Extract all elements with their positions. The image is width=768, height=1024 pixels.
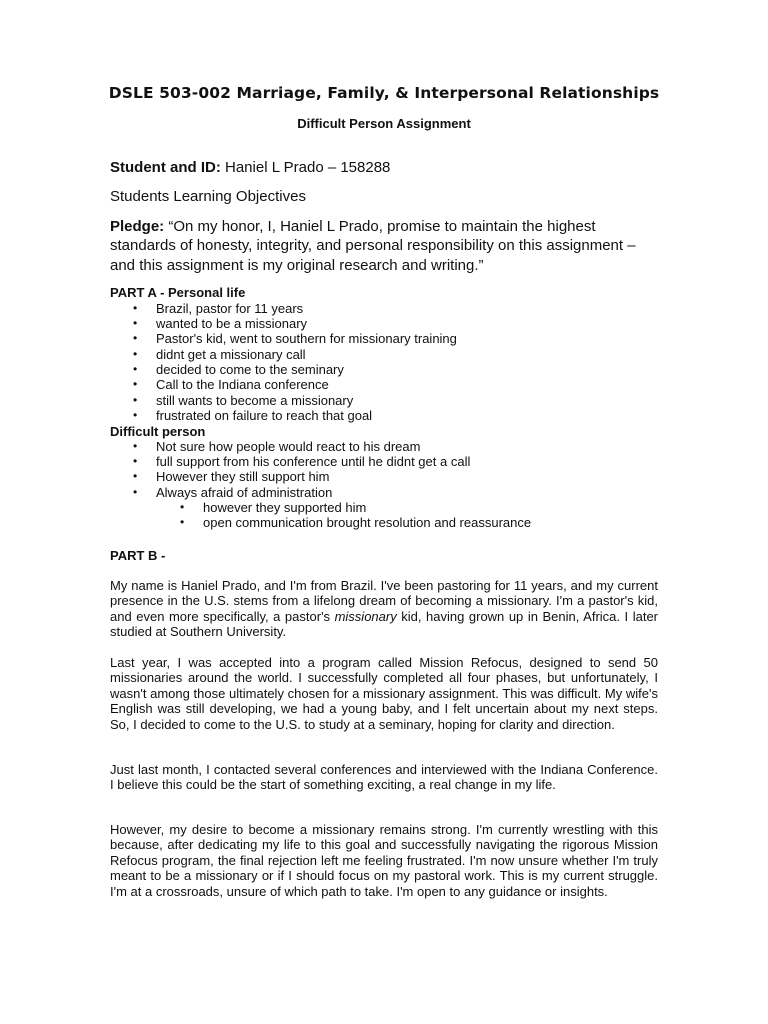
pledge-label: Pledge:	[110, 218, 165, 235]
student-line	[110, 158, 390, 177]
part-a-list	[110, 301, 457, 424]
part-b-paragraph-3: Just last month, I contacted several conferences and interviewed with the Indiana Conference. I believe this could be the start of something exciting, a real change in my life.	[110, 762, 658, 793]
list-item: • decided to come to the seminary	[110, 362, 457, 377]
part-b-paragraph-4: However, my desire to become a missionary remains strong. I'm currently wrestling with this because, after dedicating my life to this goal and successfully navigating the rigorous Mission Refocus program, the final rejection left me feeling frustrated. I'm now unsure whether I'm truly meant to be a missionary or if I should focus on my pastoral work. This is my current struggle. I'm at a crossroads, unsure of which path to take. I'm open to any guidance or insights.	[110, 822, 658, 899]
list-item: • Call to the Indiana conference	[110, 377, 457, 392]
student-label: Student and ID:	[110, 159, 221, 176]
list-item: • full support from his conference until he didnt get a call	[110, 454, 470, 469]
list-item: • However they still support him	[110, 469, 470, 484]
difficult-person-list	[110, 439, 470, 501]
part-b-paragraph-1	[110, 578, 658, 640]
list-item: • Pastor's kid, went to southern for missionary training	[110, 331, 457, 346]
document-title: DSLE 503-002 Marriage, Family, & Interpersonal Relationships	[108, 84, 660, 102]
list-item: • didnt get a missionary call	[110, 347, 457, 362]
student-value: Haniel L Prado – 158288	[220, 159, 391, 176]
list-item: • frustrated on failure to reach that goal	[110, 408, 457, 423]
pledge-text: “On my honor, I, Haniel L Prado, promise to maintain the highest standards of honesty, integrity, and personal responsibility on this assignment – and this assignment is my original research and writing.”	[110, 218, 636, 274]
difficult-person-sublist	[110, 500, 531, 531]
paragraph-text: My name is Haniel Prado, and I'm from Brazil. I've been pastoring for 11 years, and my current presence in the U.S. stems from a lifelong dream of becoming a missionary. I'm a pastor's kid, and even more specifically, a pastor's	[110, 578, 658, 624]
italic-word: missionary	[334, 608, 397, 624]
list-item: • Not sure how people would react to his dream	[110, 439, 470, 454]
list-item: • Always afraid of administration	[110, 485, 470, 500]
list-item: • wanted to be a missionary	[110, 316, 457, 331]
part-b-paragraph-2: Last year, I was accepted into a program called Mission Refocus, designed to send 50 missionaries around the world. I successfully completed all four phases, but unfortunately, I wasn't among those ultimately chosen for a missionary assignment. This was difficult. My wife's English was still developing, we had a young baby, and I felt uncertain about my next steps. So, I decided to come to the U.S. to study at a seminary, hoping for clarity and direction.	[110, 655, 658, 732]
part-a-heading: PART A - Personal life	[110, 285, 246, 300]
part-b-heading: PART B -	[110, 548, 166, 563]
difficult-person-heading: Difficult person	[110, 423, 206, 439]
paragraph-text: kid, having grown up in Benin, Africa. I later studied at Southern University.	[110, 608, 658, 640]
pledge-paragraph	[110, 217, 662, 275]
list-item: • open communication brought resolution and reassurance	[110, 515, 531, 530]
list-item: • however they supported him	[110, 500, 531, 515]
objectives-line: Students Learning Objectives	[110, 188, 306, 205]
list-item: • still wants to become a missionary	[110, 393, 457, 408]
document-subtitle: Difficult Person Assignment	[297, 116, 471, 131]
list-item: • Brazil, pastor for 11 years	[110, 301, 457, 316]
